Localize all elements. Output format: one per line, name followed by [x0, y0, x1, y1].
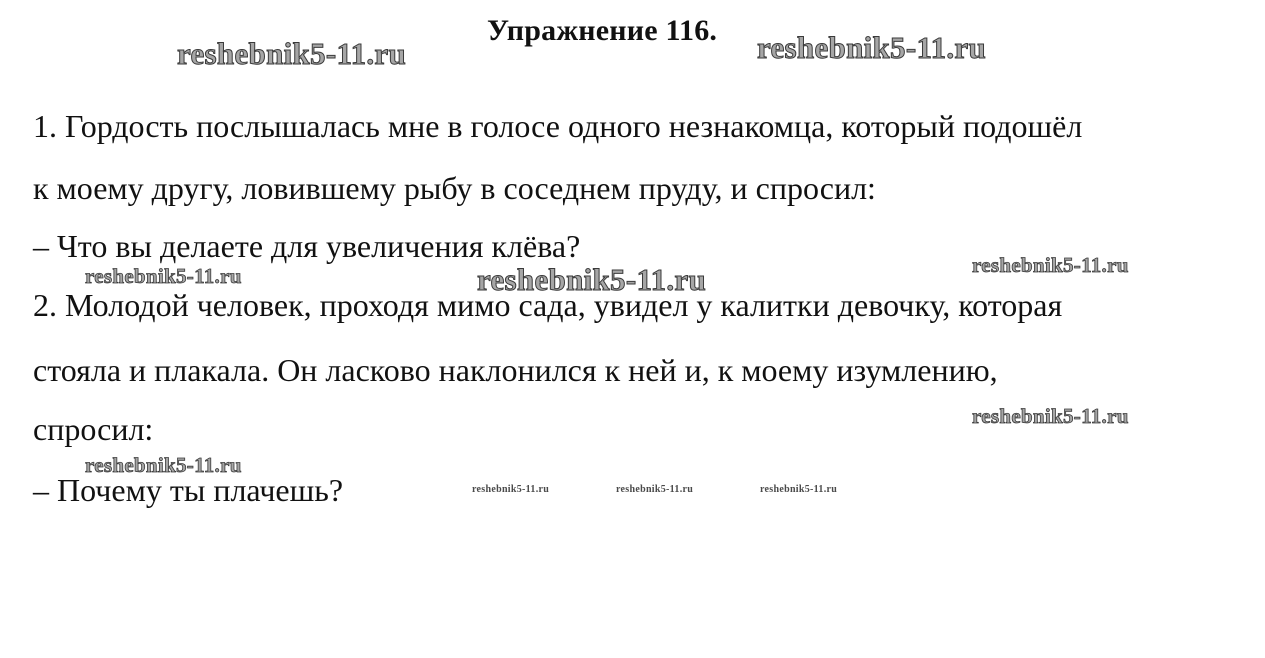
watermark: reshebnik5-11.ru [85, 453, 242, 477]
text-line-1: 1. Гордость послышалась мне в голосе одного незнакомца, который подошёл [33, 108, 1083, 144]
text-line-3: – Что вы делаете для увеличения клёва? [33, 228, 581, 264]
watermark: reshebnik5-11.ru [477, 262, 707, 297]
watermark: reshebnik5-11.ru [616, 484, 694, 495]
text-line-6: спросил: [33, 411, 154, 447]
watermark: reshebnik5-11.ru [757, 30, 987, 65]
watermark: reshebnik5-11.ru [472, 484, 550, 495]
watermark: reshebnik5-11.ru [85, 264, 242, 288]
watermark: reshebnik5-11.ru [760, 484, 838, 495]
watermark: reshebnik5-11.ru [972, 404, 1129, 428]
watermark: reshebnik5-11.ru [177, 36, 407, 71]
exercise-title: Упражнение 116. [487, 14, 718, 47]
text-line-2: к моему другу, ловившему рыбу в соседнем пруду, и спросил: [33, 170, 876, 206]
text-line-7: – Почему ты плачешь? [33, 472, 344, 508]
watermark: reshebnik5-11.ru [972, 253, 1129, 277]
text-line-4: 2. Молодой человек, проходя мимо сада, увидел у калитки девочку, которая [33, 287, 1063, 323]
text-line-5: стояла и плакала. Он ласково наклонился к ней и, к моему изумлению, [33, 352, 998, 388]
